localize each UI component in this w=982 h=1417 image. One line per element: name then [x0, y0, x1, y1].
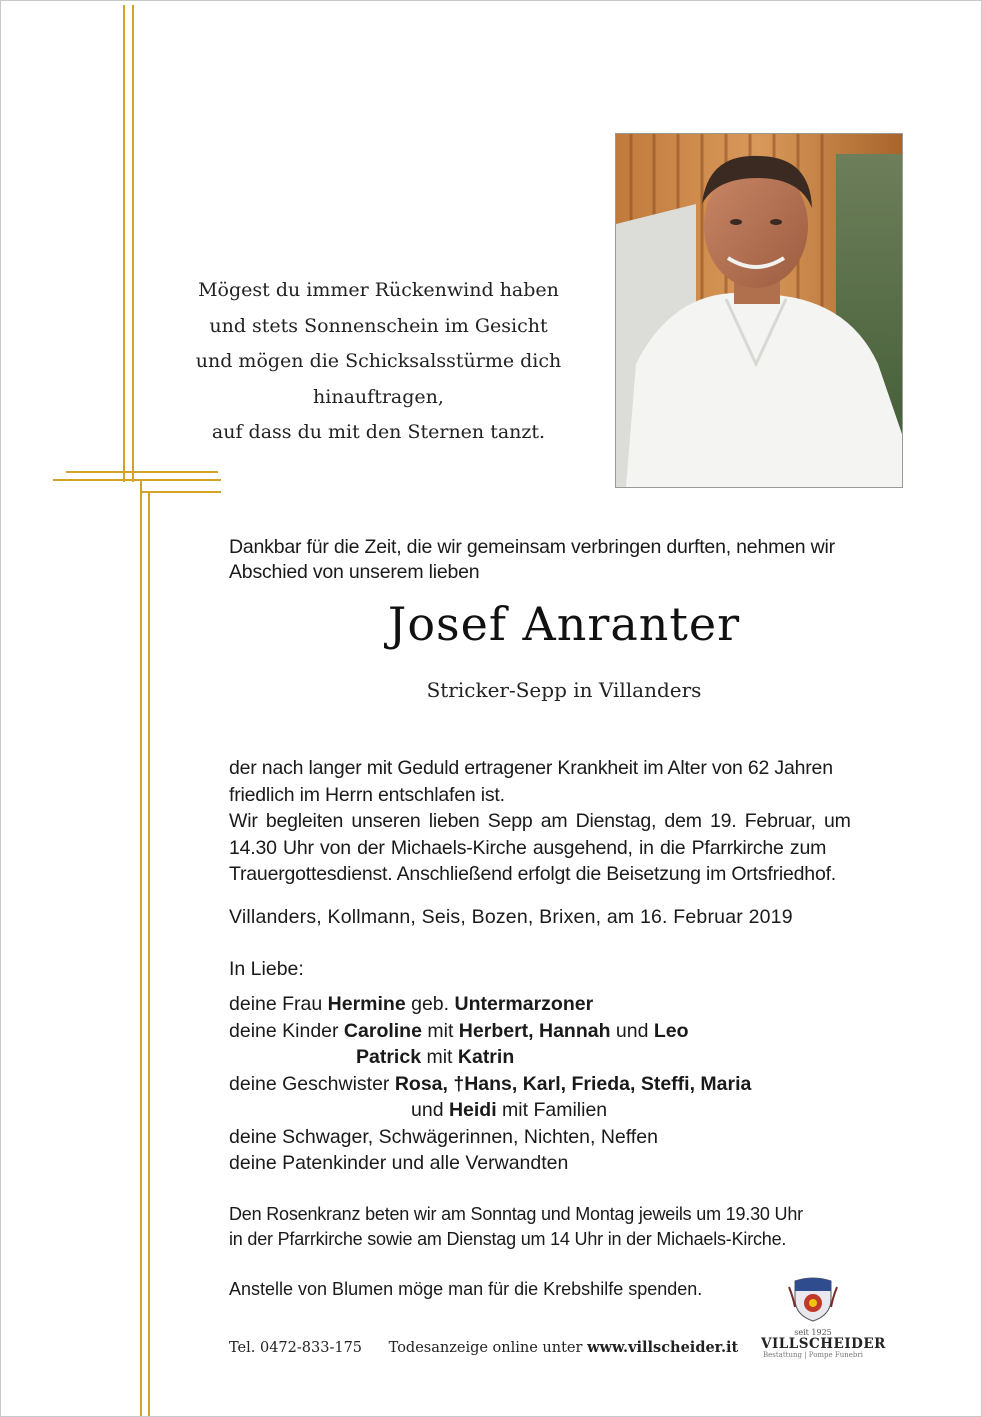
deceased-nickname: Stricker-Sepp in Villanders [426, 678, 702, 702]
family-row-siblings [229, 1071, 929, 1098]
kid-name: Leo [653, 1019, 689, 1042]
quote-line: und mögen die Schicksalsstürme dich [195, 350, 562, 372]
family-row-siblings-cont [229, 1097, 929, 1124]
cross-line-vertical-1 [123, 5, 125, 482]
logo-since: seit 1925 [794, 1328, 832, 1337]
intro-text [229, 535, 909, 585]
wife-prefix: deine Frau [229, 993, 328, 1015]
rosary-line-1: Den Rosenkranz beten wir am Sonntag und Montag jeweils um 19.30 Uhr [229, 1204, 803, 1224]
cross-line-vertical-4 [148, 491, 150, 1416]
cross-line-horizontal-1 [66, 471, 218, 473]
quote-line: und stets Sonnenschein im Gesicht [209, 314, 548, 337]
mit-word: mit [421, 1019, 459, 1042]
kid-name: Patrick [356, 1046, 422, 1068]
with-families: mit Familien [496, 1099, 608, 1121]
family-row-wife [229, 991, 929, 1018]
cross-line-vertical-3 [140, 481, 142, 1416]
body-line: der nach langer mit Geduld ertragener Krankheit im Alter von 62 Jahren [229, 757, 833, 779]
siblings-prefix: deine Geschwister [229, 1072, 395, 1095]
family-row-inlaws: deine Schwager, Schwägerinnen, Nichten, Neffen [229, 1125, 658, 1148]
portrait-photo [615, 133, 903, 488]
rosary-line-2: in der Pfarrkirche sowie am Dienstag um 14 Uhr in der Michaels-Kirche. [229, 1229, 787, 1249]
quote-line: Mögest du immer Rückenwind haben [198, 279, 559, 301]
body-line: 14.30 Uhr von der Michaels-Kirche ausgehend, in die Pfarrkirche zum [229, 836, 827, 859]
quote-line: auf dass du mit den Sternen tanzt. [211, 421, 546, 443]
intro-line-2: Abschied von unserem lieben [229, 561, 480, 583]
und-word: und [411, 1099, 449, 1121]
donation-notice: Anstelle von Blumen möge man für die Krebshilfe spenden. [229, 1279, 703, 1299]
body-line: Wir begleiten unseren lieben Sepp am Dienstag, dem 19. Februar, um [229, 810, 851, 832]
kid-name: Caroline [343, 1019, 422, 1042]
kid-partner-names: Herbert, Hannah [458, 1019, 611, 1042]
deceased-name: Josef Anranter [387, 597, 741, 651]
wife-maiden-name: Untermarzoner [454, 993, 594, 1015]
body-line: Trauergottesdienst. Anschließend erfolgt die Beisetzung im Ortsfriedhof. [229, 863, 837, 885]
coat-of-arms-icon [787, 1277, 839, 1323]
logo-subtitle: Bestattung | Pompe Funebri [762, 1351, 863, 1359]
family-list [229, 991, 929, 1177]
mit-word: mit [421, 1046, 458, 1068]
kids-prefix: deine Kinder [229, 1019, 344, 1042]
sibling-names: Rosa, †Hans, Karl, Frieda, Steffi, Maria [394, 1072, 752, 1095]
rosary-notice [229, 1202, 909, 1252]
portrait-illustration [616, 134, 902, 487]
sibling-name: Heidi [448, 1099, 497, 1121]
intro-line-1: Dankbar für die Zeit, die wir gemeinsam verbringen durften, nehmen wir [229, 536, 835, 558]
cross-line-horizontal-3 [141, 491, 221, 493]
logo-brand: VILLSCHEIDER [761, 1336, 886, 1352]
website-link[interactable]: www.villscheider.it [587, 1339, 739, 1356]
obituary-body [229, 755, 905, 888]
quote-line: hinauftragen, [313, 385, 444, 408]
funeral-home-logo [761, 1277, 886, 1377]
wife-geb: geb. [405, 993, 455, 1015]
und-word: und [610, 1019, 654, 1042]
online-prefix: Todesanzeige online unter [388, 1340, 588, 1356]
footer [229, 1339, 749, 1356]
cross-line-vertical-2 [132, 5, 134, 482]
in-liebe-heading: In Liebe: [229, 958, 304, 980]
family-row-kids-cont [229, 1044, 929, 1071]
cross-line-horizontal-2 [53, 479, 221, 481]
memorial-quote [191, 273, 566, 451]
wife-name: Hermine [327, 993, 406, 1015]
family-row-kids [229, 1018, 929, 1045]
body-line: friedlich im Herrn entschlafen ist. [229, 783, 505, 806]
family-row-godchildren: deine Patenkinder und alle Verwandten [229, 1152, 569, 1174]
place-and-date: Villanders, Kollmann, Seis, Bozen, Brixen, am 16. Februar 2019 [229, 906, 793, 928]
phone-number: Tel. 0472-833-175 [229, 1340, 363, 1356]
kid-partner-name: Katrin [457, 1046, 515, 1068]
